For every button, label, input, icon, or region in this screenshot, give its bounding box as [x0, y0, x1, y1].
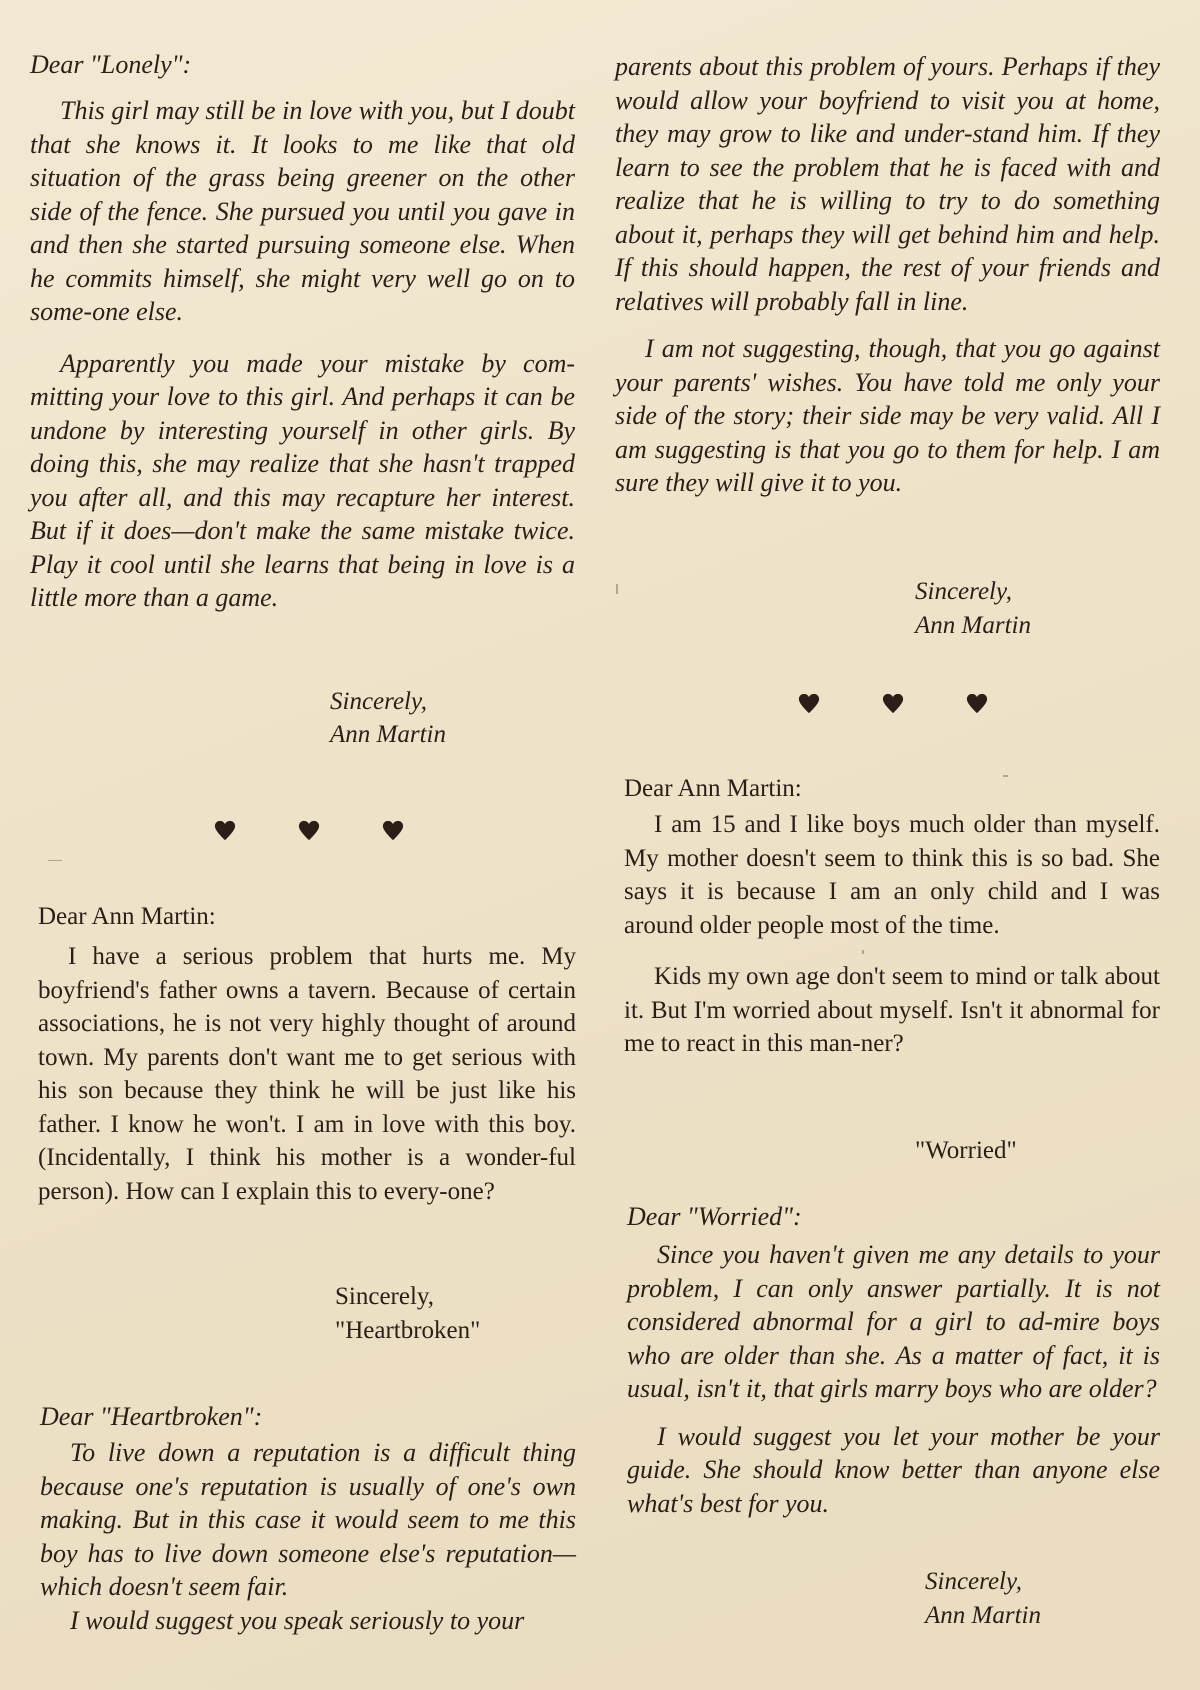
signature: Ann Martin — [330, 721, 446, 748]
salutation: Dear Ann Martin: — [38, 903, 216, 930]
reply-heartbroken-continued — [615, 50, 1160, 500]
paragraph: Apparently you made your mistake by com-mitting your love to this girl. And perhaps it can be undone by interesting yourself in other girls. By doing this, she may realize that she hasn't trapped you after all, and this may recapture her interest. But if it does—don't make the same mistake twice. Play it cool until she learns that being in love is a little more than a game. — [30, 348, 575, 612]
heart-icon — [966, 693, 988, 715]
heart-icon — [298, 820, 320, 842]
letter-worried — [624, 772, 1160, 1061]
print-speck — [616, 584, 618, 594]
paragraph: To live down a reputation is a difficult thing because one's reputation is usually of one's own making. But in this case it would seem to me this boy has to live down someone else's reputation—which doesn't seem fair. — [40, 1438, 576, 1601]
paragraph: Since you haven't given me any details to your problem, I can only answer partially. It is not considered abnormal for a girl to ad-mire boys who are older than she. As a matter of fact, it is usual, isn't it, that girls marry boys who are older? — [627, 1240, 1160, 1403]
heart-icon — [214, 820, 236, 842]
paragraph: This girl may still be in love with you, but I doubt that she knows it. It looks to me like that old situation of the grass being greener on the other side of the fence. She pursued you until you gave in and then she started pursuing someone else. When he commits himself, she might very well go on to some-one else. — [30, 96, 575, 326]
closing: Sincerely, — [915, 578, 1012, 605]
reply-heartbroken — [40, 1400, 576, 1637]
paragraph: I would suggest you speak seriously to your — [70, 1605, 525, 1635]
heart-icon — [798, 693, 820, 715]
paragraph: Kids my own age don't seem to mind or talk about it. But I'm worried about myself. Isn't it abnormal for me to react in this man-ner? — [624, 963, 1160, 1057]
salutation: Dear "Heartbroken": — [40, 1402, 263, 1431]
signature: Ann Martin — [915, 612, 1031, 639]
reply-worried — [627, 1200, 1160, 1520]
heart-icon — [382, 820, 404, 842]
print-speck — [1003, 775, 1008, 777]
signature: "Worried" — [915, 1137, 1017, 1164]
paragraph: I am not suggesting, though, that you go against your parents' wishes. You have told me only your side of the story; their side may be very valid. All I am suggesting is that you go to them for help. I am sure they will give it to you. — [615, 334, 1160, 497]
paragraph: I would suggest you let your mother be your guide. She should know better than anyone else what's best for you. — [627, 1421, 1160, 1518]
heart-divider — [214, 820, 404, 842]
heart-icon — [882, 693, 904, 715]
signature: "Heartbroken" — [335, 1317, 481, 1344]
reply-lonely — [30, 48, 575, 615]
print-speck — [862, 950, 864, 954]
closing: Sincerely, — [335, 1283, 435, 1310]
closing: Sincerely, — [330, 688, 427, 715]
heart-divider — [798, 693, 988, 715]
closing: Sincerely, — [925, 1568, 1022, 1595]
print-speck — [48, 860, 62, 861]
salutation: Dear Ann Martin: — [624, 775, 802, 802]
paragraph: I am 15 and I like boys much older than myself. My mother doesn't seem to think this is so bad. She says it is because I am an only child and I was around older people most of the time. — [624, 811, 1160, 939]
letter-heartbroken — [38, 900, 576, 1208]
salutation: Dear "Worried": — [627, 1202, 802, 1231]
salutation: Dear "Lonely": — [30, 50, 192, 79]
paragraph: parents about this problem of yours. Perhaps if they would allow your boyfriend to visit you at home, they may grow to like and under-stand him. If they learn to see the problem that he is faced with and realize that he is willing to try to do something about it, perhaps they will get behind him and help. If this should happen, the rest of your friends and relatives will probably fall in line. — [615, 52, 1160, 316]
paragraph: I have a serious problem that hurts me. My boyfriend's father owns a tavern. Because of certain associations, he is not very highly thought of around town. My parents don't want me to get serious with his son because they think he will be just like his father. I know he won't. I am in love with this boy. (Incidentally, I think his mother is a wonder-ful person). How can I explain this to every-one? — [38, 943, 576, 1205]
signature: Ann Martin — [925, 1602, 1041, 1629]
